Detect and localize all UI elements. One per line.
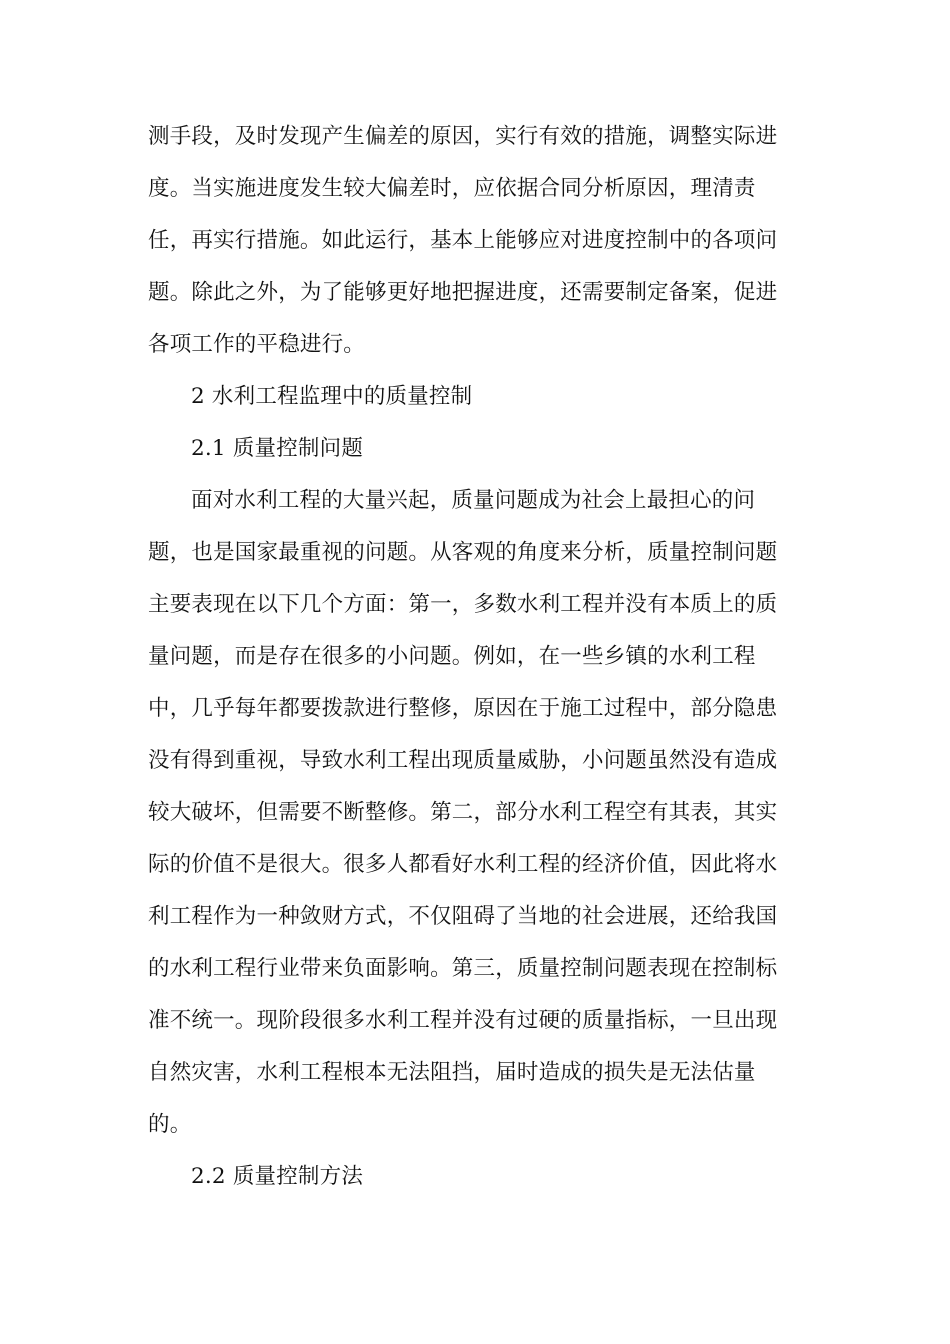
section-heading-2: 2 水利工程监理中的质量控制 bbox=[191, 384, 473, 409]
section-heading-2-1: 2.1 质量控制问题 bbox=[191, 436, 364, 461]
text-line: 中，几乎每年都要拨款进行整修，原因在于施工过程中，部分隐患 bbox=[148, 696, 778, 721]
text-line: 利工程作为一种敛财方式，不仅阻碍了当地的社会进展，还给我国 bbox=[148, 904, 778, 929]
text-line: 度。当实施进度发生较大偏差时，应依据合同分析原因，理清责 bbox=[148, 176, 756, 201]
document-page bbox=[148, 111, 798, 1203]
text-line: 任，再实行措施。如此运行，基本上能够应对进度控制中的各项问 bbox=[148, 228, 778, 253]
text-line: 量问题，而是存在很多的小问题。例如，在一些乡镇的水利工程 bbox=[148, 644, 756, 669]
section-heading-2-2: 2.2 质量控制方法 bbox=[191, 1164, 364, 1189]
text-line: 际的价值不是很大。很多人都看好水利工程的经济价值，因此将水 bbox=[148, 852, 778, 877]
text-line: 自然灾害，水利工程根本无法阻挡，届时造成的损失是无法估量 bbox=[148, 1060, 756, 1085]
text-line: 没有得到重视，导致水利工程出现质量威胁，小问题虽然没有造成 bbox=[148, 748, 778, 773]
text-line: 的。 bbox=[148, 1112, 192, 1137]
text-line: 题。除此之外，为了能够更好地把握进度，还需要制定备案，促进 bbox=[148, 280, 778, 305]
text-line: 各项工作的平稳进行。 bbox=[148, 332, 366, 357]
paragraph-progress-control bbox=[148, 111, 798, 371]
text-line: 面对水利工程的大量兴起，质量问题成为社会上最担心的问 bbox=[191, 488, 756, 513]
text-line: 较大破坏，但需要不断整修。第二，部分水利工程空有其表，其实 bbox=[148, 800, 778, 825]
text-line: 测手段，及时发现产生偏差的原因，实行有效的措施，调整实际进 bbox=[148, 124, 778, 149]
text-line: 主要表现在以下几个方面：第一，多数水利工程并没有本质上的质 bbox=[148, 592, 778, 617]
text-line: 题，也是国家最重视的问题。从客观的角度来分析，质量控制问题 bbox=[148, 540, 778, 565]
text-line: 的水利工程行业带来负面影响。第三，质量控制问题表现在控制标 bbox=[148, 956, 778, 981]
text-line: 准不统一。现阶段很多水利工程并没有过硬的质量指标，一旦出现 bbox=[148, 1008, 778, 1033]
paragraph-quality-issues bbox=[148, 475, 798, 1151]
